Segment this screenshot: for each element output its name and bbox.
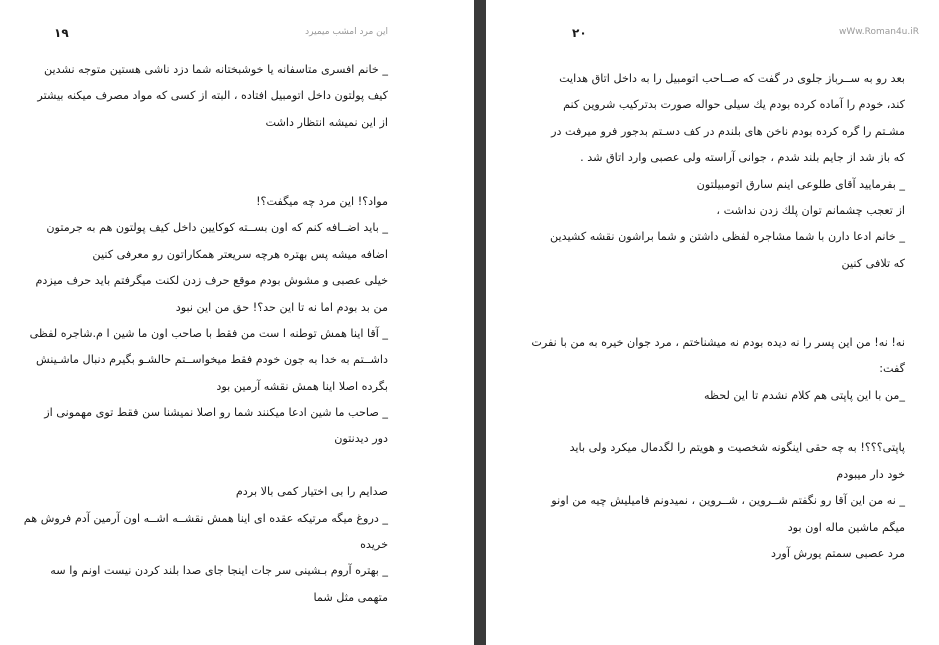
text-line — [531, 304, 905, 330]
left-page-number: ۱۹ — [54, 26, 69, 40]
text-line — [24, 163, 388, 189]
right-page-body — [531, 66, 905, 567]
text-line: از این نمیشه انتظار داشت — [265, 115, 388, 129]
text-line: _من با این پاپتی هم کلام نشدم تا این لحظه — [704, 388, 905, 402]
text-line — [531, 409, 905, 435]
text-line: صدایم را بی اختیار کمی بالا بردم — [235, 485, 388, 499]
right-page — [486, 0, 939, 645]
text-line — [24, 453, 388, 479]
text-line: گفت: — [879, 362, 905, 376]
text-line: من بد بودم اما نه تا این حد؟! حق من این نبود — [175, 300, 388, 314]
text-line: بگرده اصلا اینا همش نقشه آرمین بود — [216, 379, 388, 393]
text-line: خریده — [360, 538, 388, 552]
text-line: دور دیدنتون — [334, 432, 388, 446]
text-line: کند، خودم را آماده کرده بودم یك سیلی حواله صورت بدترکیب شروین کنم — [563, 98, 905, 112]
text-line: بعد رو به ســرباز جلوی در گفت که صــاحب اتومبیل را به داخل اتاق هدایت — [559, 72, 905, 85]
text-line: _ دروغ میگه مرتیکه عقده ای اینا همش نقشــه اشــه اون آرمین آدم فروش هم — [23, 511, 388, 525]
text-line: متهمی مثل شما — [313, 590, 388, 604]
text-line: مواد؟! این مرد چه میگفت؟! — [256, 194, 388, 208]
running-title: این مرد امشب میمیرد — [305, 27, 388, 37]
text-line: _ بهتره آروم بـشینی سر جات اینجا جای صدا بلند کردن نیست اونم وا سه — [50, 564, 388, 578]
text-line: مشـتم را گره کرده بودم ناخن های بلندم در کف دسـتم بدجور فرو میرفت در — [551, 124, 905, 138]
text-line: _ خانم ادعا دارن با شما مشاجره لفظی داشتن و شما براشون نقشه کشیدین — [550, 230, 905, 244]
text-line: _ بفرمایید آقای طلوعی اینم سارق اتومبیلتون — [696, 177, 905, 191]
right-page-number: ۲۰ — [572, 26, 587, 40]
watermark: wWw.Roman4u.iR — [838, 27, 919, 37]
text-line: کیف پولتون داخل اتومبیل افتاده ، البته از کسی که مواد مصرف میکنه بیشتر — [37, 89, 388, 103]
text-line: _ صاحب ما شین ادعا میکنند شما رو اصلا نمیشنا سن فقط توی مهمونی از — [44, 406, 388, 420]
text-line: که تلافی کنین — [841, 256, 905, 270]
text-line: _ خانم افسری متاسفانه یا خوشبختانه شما دزد ناشی هستین متوجه نشدین — [43, 63, 388, 76]
left-page-body — [24, 57, 388, 611]
text-line: نه! نه! من این پسر را نه دیده بودم نه میشناختم ، مرد جوان خیره به من با نفرت — [531, 335, 905, 349]
text-line: میگم ماشین ماله اون بود — [787, 520, 905, 534]
text-line: _ باید اضــافه کنم که اون بســته کوکایین داخل کیف پولتون هم به جرمتون — [46, 221, 388, 235]
book-spine — [474, 0, 486, 645]
text-line: داشــتم به خدا به جون خودم فقط میخواســتم حالشـو بگیرم دنبال ماشـینش — [35, 353, 388, 367]
text-line: از تعجب چشمانم توان پلك زدن نداشت ، — [716, 203, 905, 217]
text-line: پاپتی؟؟؟! به چه حقی اینگونه شخصیت و هویتم را لگدمال میکرد ولی باید — [569, 441, 905, 455]
text-line: _ آقا اینا همش توطنه ا ست من فقط با صاحب اون ما شین ا م.شاجره لفظی — [29, 326, 388, 340]
text-line: که باز شد از جایم بلند شدم ، جوانی آراسته ولی عصبی وارد اتاق شد . — [580, 151, 905, 165]
text-line: اضافه میشه پس بهتره هرچه سریعتر همکاراتون رو معرفی کنین — [92, 247, 388, 261]
text-line: مرد عصبی سمتم یورش آورد — [771, 547, 905, 561]
text-line: _ نه من این آقا رو نگفتم شــروین ، شــروین ، نمیدونم فامیلیش چیه من اونو — [551, 494, 905, 508]
text-line: خود دار میبودم — [836, 467, 905, 481]
text-line: خیلی عصبی و مشوش بودم موقع حرف زدن لکنت میگرفتم باید حرف میزدم — [35, 274, 388, 288]
text-line — [24, 136, 388, 162]
text-line — [531, 277, 905, 303]
